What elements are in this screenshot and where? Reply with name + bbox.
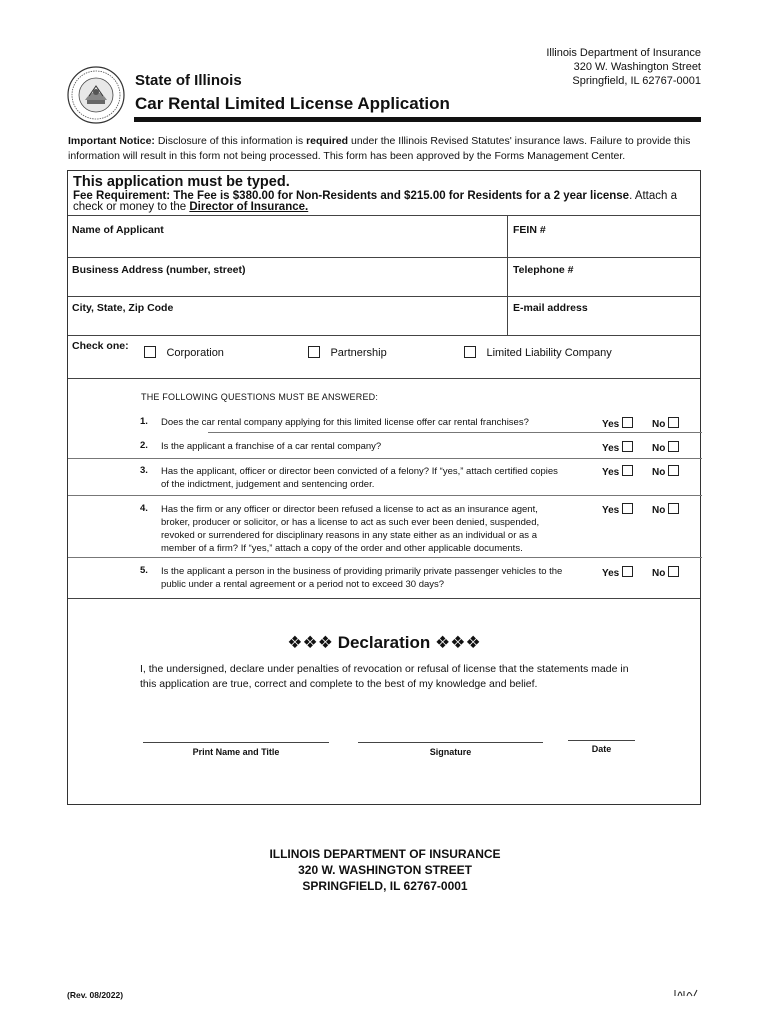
q1-yes[interactable]	[602, 417, 633, 430]
no-label: No	[652, 419, 666, 430]
q5-yes[interactable]	[602, 566, 633, 579]
fein-field[interactable]	[508, 215, 701, 257]
print-name-label: Print Name and Title	[192, 747, 280, 757]
divider	[68, 598, 700, 599]
no-label: No	[652, 505, 666, 516]
fein-label: FEIN #	[513, 224, 546, 236]
form-title: Car Rental Limited License Application	[135, 94, 450, 113]
q1-no-checkbox[interactable]	[668, 417, 679, 428]
question-number: 1.	[140, 416, 148, 427]
divider	[68, 378, 700, 379]
corporation-label: Corporation	[166, 347, 224, 359]
agency-street: 320 W. Washington Street	[573, 61, 701, 73]
footer-line-2: 320 W. WASHINGTON STREET	[298, 863, 472, 877]
q4-no-checkbox[interactable]	[668, 503, 679, 514]
state-title: State of Illinois	[135, 72, 242, 89]
question-divider	[68, 557, 702, 558]
agency-name: Illinois Department of Insurance	[546, 47, 701, 59]
footer-line-1: ILLINOIS DEPARTMENT OF INSURANCE	[269, 847, 501, 861]
question-number: 2.	[140, 440, 148, 451]
footer-line-3: SPRINGFIELD, IL 62767-0001	[302, 879, 468, 893]
city-state-zip-label: City, State, Zip Code	[72, 302, 174, 314]
signature-line	[568, 740, 635, 741]
notice-required: required	[306, 135, 349, 147]
q5-yes-checkbox[interactable]	[622, 566, 633, 577]
printer-mark-icon	[673, 986, 699, 1000]
email-field[interactable]	[508, 296, 701, 335]
q2-yes[interactable]	[602, 441, 633, 454]
question-divider	[68, 495, 702, 496]
partnership-label: Partnership	[330, 347, 387, 359]
notice-label: Important Notice:	[68, 135, 155, 147]
applicant-name-field[interactable]	[68, 215, 507, 257]
signature-label: Signature	[429, 747, 472, 757]
corporation-checkbox[interactable]	[144, 346, 156, 358]
llc-option[interactable]	[464, 345, 612, 363]
revision-date: (Rev. 08/2022)	[67, 990, 124, 1000]
llc-label: Limited Liability Company	[486, 347, 612, 359]
question-text: Is the applicant a person in the business of providing primarily private passenger vehicles to the public under a rental agreement or a period not to exceed 30 days?	[161, 566, 563, 590]
yes-label: Yes	[602, 505, 620, 516]
question-text: Has the firm or any officer or director been refused a license to act as an insurance agent, broker, producer or solicitor, or has a license to act as such ever been denied, suspended, revoked or surrendered for disciplinary reasons in any state either as an individual or as a member of a firm? If “yes,” attach a copy of the order and other applicable documents.	[161, 504, 540, 554]
business-address-field[interactable]	[68, 257, 507, 296]
q4-yes-checkbox[interactable]	[622, 503, 633, 514]
q4-yes[interactable]	[602, 503, 633, 516]
question-divider	[68, 458, 702, 459]
signature-line	[358, 742, 543, 743]
fee-requirement	[73, 191, 698, 213]
telephone-label: Telephone #	[513, 264, 574, 276]
business-address-label: Business Address (number, street)	[72, 264, 246, 276]
notice-text-b: under the Illinois Revised Statutes' insurance laws. Failure to provide this information will result in this form not being processed. This form has been approved by the Forms Management Center.	[68, 135, 691, 162]
divider	[68, 335, 700, 336]
signature-line	[143, 742, 329, 743]
question-number: 3.	[140, 465, 148, 476]
fee-payee: Director of Insurance.	[189, 201, 309, 213]
print-name-field[interactable]	[143, 731, 329, 743]
date-field[interactable]	[568, 729, 635, 741]
no-label: No	[652, 568, 666, 579]
fee-text: The Fee is $380.00 for Non-Residents and $215.00 for Residents for a 2 year license	[170, 190, 630, 202]
important-notice	[68, 134, 702, 164]
city-state-zip-field[interactable]	[68, 296, 507, 335]
corporation-option[interactable]	[144, 345, 224, 363]
typed-notice: This application must be typed.	[73, 174, 290, 190]
fee-label: Fee Requirement:	[73, 190, 171, 202]
telephone-field[interactable]	[508, 257, 701, 296]
state-seal-logo	[67, 66, 125, 124]
agency-city: Springfield, IL 62767-0001	[572, 75, 701, 87]
question-number: 4.	[140, 503, 148, 514]
notice-text-a: Disclosure of this information is	[154, 135, 307, 147]
declaration-title: ❖❖❖ Declaration ❖❖❖	[287, 633, 481, 652]
yes-label: Yes	[602, 419, 620, 430]
yes-label: Yes	[602, 568, 620, 579]
signature-field[interactable]	[358, 731, 543, 743]
application-form	[67, 170, 701, 805]
question-text: Has the applicant, officer or director been convicted of a felony? If “yes,” attach certified copies of the indictment, judgement and sentencing order.	[161, 466, 558, 490]
q3-yes[interactable]	[602, 465, 633, 478]
q2-no-checkbox[interactable]	[668, 441, 679, 452]
question-text: Does the car rental company applying for this limited license offer car rental franchises?	[161, 417, 529, 428]
q2-no[interactable]	[652, 441, 679, 454]
q5-no[interactable]	[652, 566, 679, 579]
question-divider	[208, 432, 702, 433]
declaration-text: I, the undersigned, declare under penalties of revocation or refusal of license that the statements made in this application are true, correct and complete to the best of my knowledge and belief.	[140, 663, 629, 690]
header-rule	[134, 117, 701, 122]
date-label: Date	[591, 744, 612, 754]
question-text: Is the applicant a franchise of a car rental company?	[161, 441, 382, 452]
q2-yes-checkbox[interactable]	[622, 441, 633, 452]
check-one-label: Check one:	[72, 340, 129, 352]
fee-attach: . Attach a check or money to the	[73, 190, 678, 213]
applicant-name-label: Name of Applicant	[72, 224, 164, 236]
q3-yes-checkbox[interactable]	[622, 465, 633, 476]
partnership-checkbox[interactable]	[308, 346, 320, 358]
q3-no[interactable]	[652, 465, 679, 478]
no-label: No	[652, 467, 666, 478]
agency-address	[546, 46, 701, 88]
q5-no-checkbox[interactable]	[668, 566, 679, 577]
footer-address	[0, 846, 770, 894]
yes-label: Yes	[602, 443, 620, 454]
llc-checkbox[interactable]	[464, 346, 476, 358]
no-label: No	[652, 443, 666, 454]
q4-no[interactable]	[652, 503, 679, 516]
q1-no[interactable]	[652, 417, 679, 430]
q1-yes-checkbox[interactable]	[622, 417, 633, 428]
partnership-option[interactable]	[308, 345, 387, 363]
questions-heading: THE FOLLOWING QUESTIONS MUST BE ANSWERED:	[141, 392, 379, 402]
q3-no-checkbox[interactable]	[668, 465, 679, 476]
question-number: 5.	[140, 565, 148, 576]
email-label: E-mail address	[513, 302, 588, 314]
yes-label: Yes	[602, 467, 620, 478]
